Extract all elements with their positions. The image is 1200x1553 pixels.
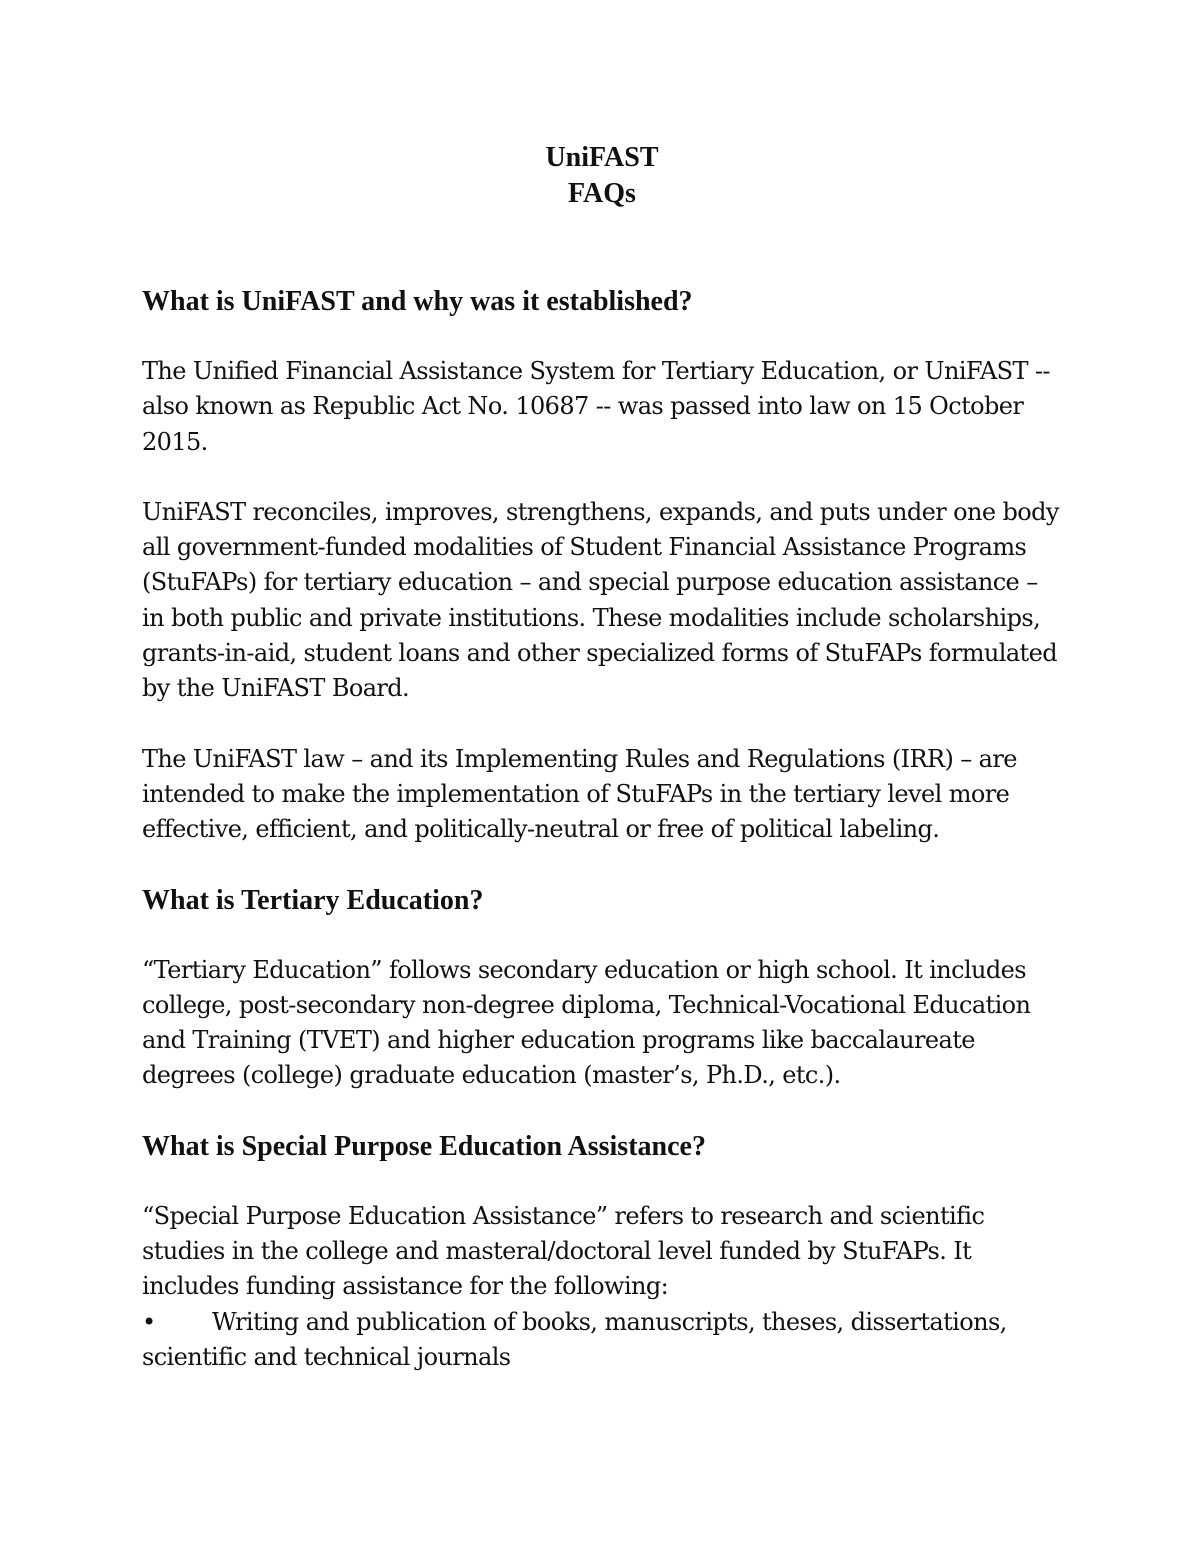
document-title: UniFAST — [545, 142, 659, 173]
section-heading-unifast: What is UniFAST and why was it established? — [142, 286, 693, 317]
paragraph-special-purpose: “Special Purpose Education Assistance” refers to research and scientific studies in the college and masteral/doctoral level funded by StuFAPs. It includes funding assistance for the following: — [142, 1201, 985, 1301]
title-spacer — [142, 212, 1062, 284]
document-body — [142, 140, 1062, 1375]
paragraph-unifast-law: The Unified Financial Assistance System for Tertiary Education, or UniFAST -- also known as Republic Act No. 10687 -- was passed into law on 15 October 2015. — [142, 357, 1050, 456]
paragraph-unifast-scope: UniFAST reconciles, improves, strengthens, expands, and puts under one body all government-funded modalities of Student Financial Assistance Programs (StuFAPs) for tertiary education – and special purpose education assistance – in both public and private institutions. These modalities include scholarships, grants-in-aid, student loans and other specialized forms of StuFAPs formulated by the UniFAST Board. — [142, 497, 1059, 703]
bullet-text: Writing and publication of books, manuscripts, theses, dissertations, scientific and technical journals — [142, 1307, 1007, 1371]
paragraph-tertiary-education: “Tertiary Education” follows secondary education or high school. It includes college, post-secondary non-degree diploma, Technical-Vocational Education and Training (TVET) and higher education programs like baccalaureate degrees (college) graduate education (master’s, Ph.D., etc.). — [142, 955, 1031, 1090]
section-heading-tertiary-education: What is Tertiary Education? — [142, 884, 484, 916]
paragraph-unifast-intent: The UniFAST law – and its Implementing Rules and Regulations (IRR) – are intended to make the implementation of StuFAPs in the tertiary level more effective, efficient, and politically-neutral or free of political labeling. — [142, 744, 1017, 844]
section-heading-special-purpose: What is Special Purpose Education Assistance? — [142, 1130, 706, 1162]
bullet-icon: • — [142, 1307, 156, 1336]
bullet-list-item — [142, 1305, 1062, 1376]
document-subtitle: FAQs — [568, 178, 636, 209]
